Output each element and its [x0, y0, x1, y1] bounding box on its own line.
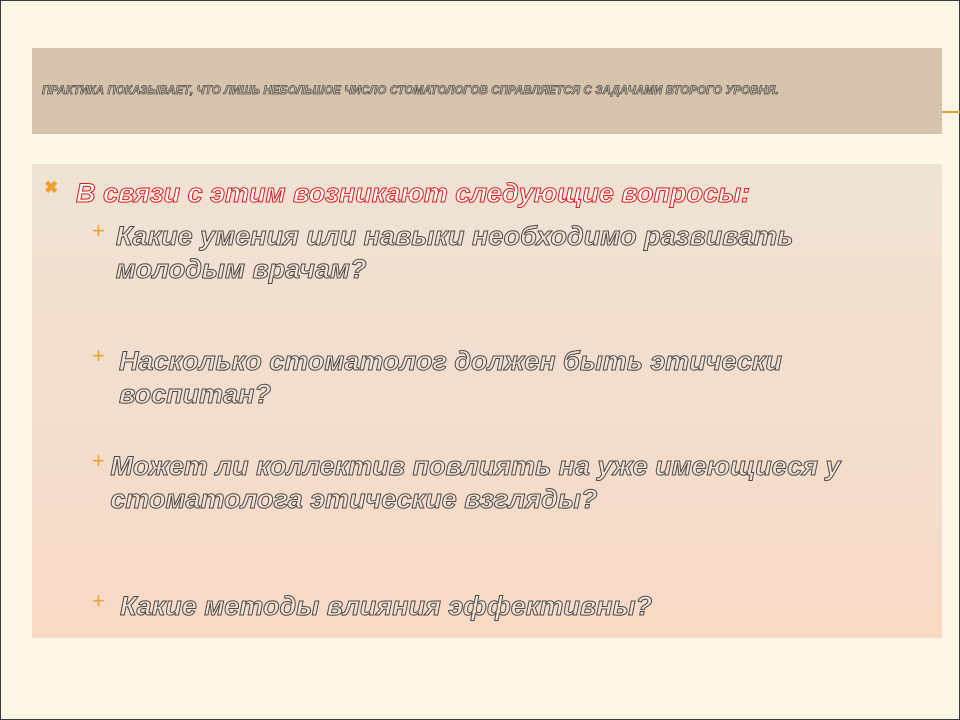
main-bullet [44, 176, 750, 210]
slide-title: ПРАКТИКА ПОКАЗЫВАЕТ, ЧТО ЛИШЬ НЕБОЛЬШОЕ ЧИСЛО СТОМАТОЛОГОВ СПРАВЛЯЕТСЯ С ЗАДАЧАМИ ВТОРОГО УРОВНЯ. [42, 85, 779, 97]
sub-bullet-2 [92, 345, 912, 411]
sub-bullet-3 [92, 450, 912, 516]
sub-bullet-4 [92, 590, 912, 623]
plus-icon: + [92, 218, 105, 243]
sub-bullet-1 [92, 220, 912, 286]
sub-bullet-text: Насколько стоматолог должен быть этически воспитан? [119, 346, 783, 409]
sub-bullet-text: Какие методы влияния эффективны? [120, 591, 653, 621]
sub-bullet-text: Какие умения или навыки необходимо развивать молодым врачам? [115, 221, 794, 284]
sub-bullet-text: Может ли коллектив повлиять на уже имеющиеся у стоматолога этические взгляды? [110, 451, 841, 514]
x-mark-icon: ✖ [44, 178, 59, 197]
plus-icon: + [92, 588, 105, 613]
plus-icon: + [92, 343, 105, 368]
title-band [32, 48, 942, 134]
accent-line [942, 111, 960, 113]
main-bullet-text: В связи с этим возникают следующие вопросы: [76, 178, 751, 208]
plus-icon: + [92, 448, 105, 473]
